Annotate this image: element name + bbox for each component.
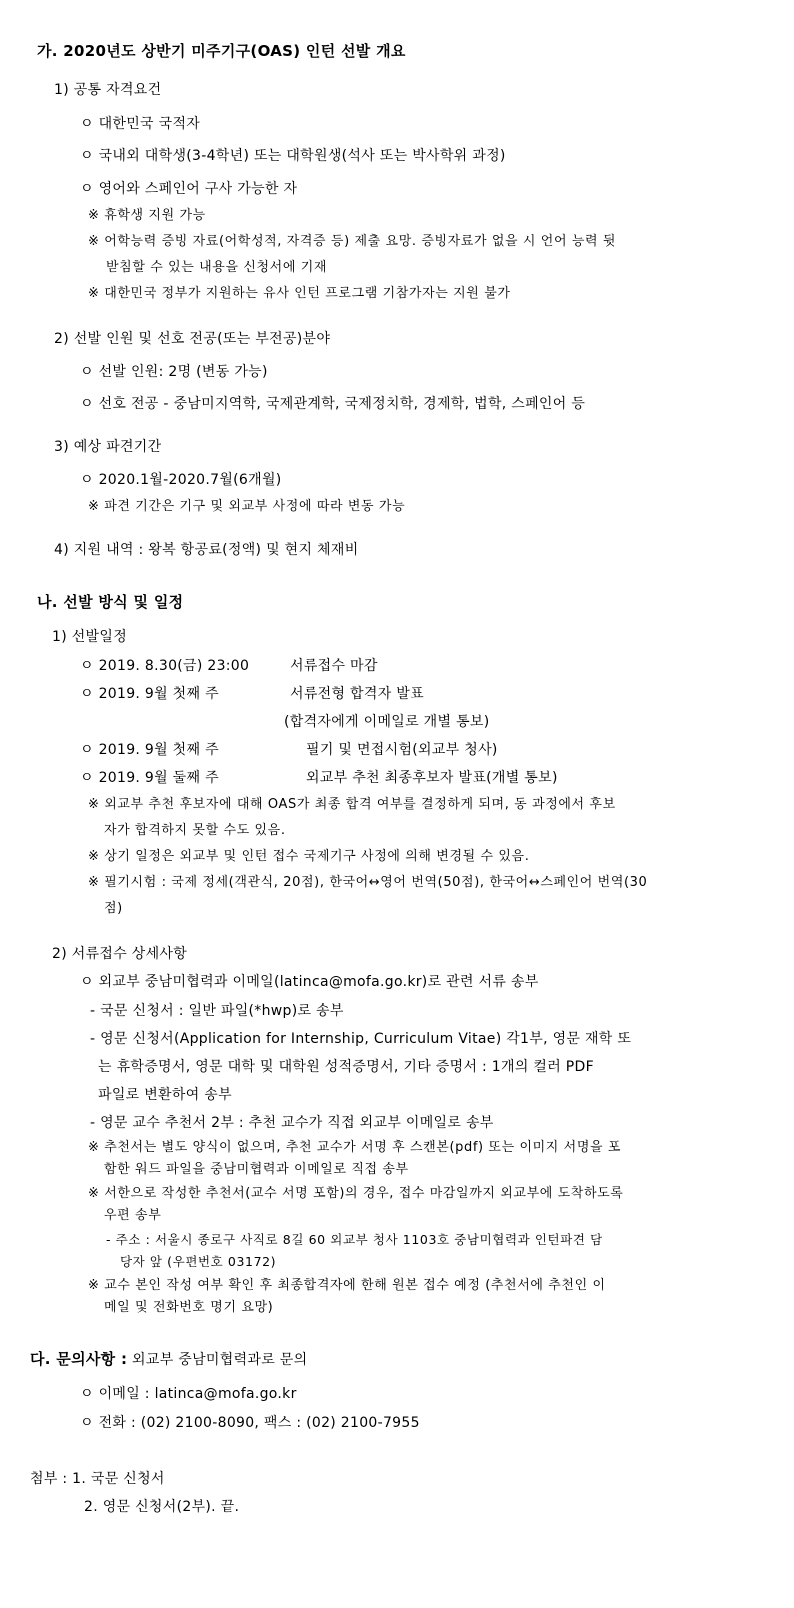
na-s2-main: ㅇ 외교부 중남미협력과 이메일(latinca@mofa.go.kr)로 관련 서류 송부 xyxy=(80,974,539,990)
ga-s4-title: 4) 지원 내역 : 왕복 항공료(정액) 및 현지 체재비 xyxy=(54,542,359,558)
contact-email: ㅇ 이메일 : latinca@mofa.go.kr xyxy=(80,1386,297,1402)
ga-s1-item-1: ㅇ 대한민국 국적자 xyxy=(80,116,201,132)
na-s2-note-2-cont: 우편 송부 xyxy=(104,1208,162,1223)
ga-s2-item-2: ㅇ 선호 전공 - 중남미지역학, 국제관계학, 국제정치학, 경제학, 법학, 스페인어 등 xyxy=(80,396,586,412)
na-s2-dash-2-cont1: 는 휴학증명서, 영문 대학 및 대학원 성적증명서, 기타 증명서 : 1개의 컬러 PDF xyxy=(98,1059,594,1075)
section-da-heading-rest: 외교부 중남미협력과로 문의 xyxy=(127,1352,308,1368)
na-s2-address-cont: 당자 앞 (우편번호 03172) xyxy=(120,1254,277,1269)
schedule-date-1: ㅇ 2019. 8.30(금) 23:00 xyxy=(80,658,250,674)
na-s2-note-1: ※ 추천서는 별도 양식이 없으며, 추천 교수가 서명 후 스캔본(pdf) 또는 이미지 서명을 포 xyxy=(88,1140,622,1155)
ga-s2-item-1: ㅇ 선발 인원: 2명 (변동 가능) xyxy=(80,364,268,380)
na-s2-note-1-cont: 함한 워드 파일을 중남미협력과 이메일로 직접 송부 xyxy=(104,1162,409,1177)
schedule-desc-1: 서류접수 마감 xyxy=(290,658,378,674)
ga-s1-title: 1) 공통 자격요건 xyxy=(54,82,162,98)
na-s1-note-3: ※ 필기시험 : 국제 정세(객관식, 20점), 한국어↔영어 번역(50점), 한국어↔스페인어 번역(30 xyxy=(88,875,648,890)
schedule-date-4: ㅇ 2019. 9월 둘째 주 xyxy=(80,770,219,786)
na-s2-address: - 주소 : 서울시 종로구 사직로 8길 60 외교부 청사 1103호 중남미협력과 인턴파견 담 xyxy=(106,1232,603,1247)
na-s2-dash-1: - 국문 신청서 : 일반 파일(*hwp)로 송부 xyxy=(90,1003,344,1019)
ga-s1-note-2: ※ 어학능력 증빙 자료(어학성적, 자격증 등) 제출 요망. 증빙자료가 없을 시 언어 능력 뒷 xyxy=(88,234,617,249)
ga-s2-title: 2) 선발 인원 및 선호 전공(또는 부전공)분야 xyxy=(54,331,331,347)
na-s1-note-2: ※ 상기 일정은 외교부 및 인턴 접수 국제기구 사정에 의해 변경될 수 있음. xyxy=(88,849,530,864)
section-da-heading-bold: 다. 문의사항 : xyxy=(30,1350,128,1368)
attachment-line-2: 2. 영문 신청서(2부). 끝. xyxy=(84,1499,240,1515)
schedule-date-3: ㅇ 2019. 9월 첫째 주 xyxy=(80,742,219,758)
ga-s1-item-2: ㅇ 국내외 대학생(3-4학년) 또는 대학원생(석사 또는 박사학위 과정) xyxy=(80,148,506,164)
section-ga-heading: 가. 2020년도 상반기 미주기구(OAS) 인턴 선발 개요 xyxy=(37,42,406,60)
ga-s1-note-3: ※ 대한민국 정부가 지원하는 유사 인턴 프로그램 기참가자는 지원 불가 xyxy=(88,286,511,301)
section-da-heading xyxy=(30,1349,307,1370)
schedule-desc-4: 외교부 추천 최종후보자 발표(개별 통보) xyxy=(306,770,558,786)
ga-s1-item-3: ㅇ 영어와 스페인어 구사 가능한 자 xyxy=(80,181,298,197)
attachment-line-1: 첨부 : 1. 국문 신청서 xyxy=(30,1471,165,1487)
na-s2-note-2: ※ 서한으로 작성한 추천서(교수 서명 포함)의 경우, 접수 마감일까지 외교부에 도착하도록 xyxy=(88,1186,624,1201)
schedule-desc-2-cont: (합격자에게 이메일로 개별 통보) xyxy=(284,714,490,730)
na-s1-note-1: ※ 외교부 추천 후보자에 대해 OAS가 최종 합격 여부를 결정하게 되며, 동 과정에서 후보 xyxy=(88,797,616,812)
section-na-heading: 나. 선발 방식 및 일정 xyxy=(37,593,184,611)
schedule-desc-2: 서류전형 합격자 발표 xyxy=(290,686,424,702)
na-s1-note-3-cont: 점) xyxy=(104,901,123,916)
na-s2-title: 2) 서류접수 상세사항 xyxy=(52,946,188,962)
na-s2-note-3: ※ 교수 본인 작성 여부 확인 후 최종합격자에 한해 원본 접수 예정 (추천서에 추천인 이 xyxy=(88,1278,606,1293)
schedule-desc-3: 필기 및 면접시험(외교부 청사) xyxy=(306,742,498,758)
na-s2-dash-3: - 영문 교수 추천서 2부 : 추천 교수가 직접 외교부 이메일로 송부 xyxy=(90,1115,494,1131)
contact-phone: ㅇ 전화 : (02) 2100-8090, 팩스 : (02) 2100-7955 xyxy=(80,1415,420,1431)
na-s2-note-3-cont: 메일 및 전화번호 명기 요망) xyxy=(104,1300,274,1315)
ga-s1-note-2-cont: 받침할 수 있는 내용을 신청서에 기재 xyxy=(106,260,328,275)
schedule-date-2: ㅇ 2019. 9월 첫째 주 xyxy=(80,686,219,702)
na-s2-dash-2: - 영문 신청서(Application for Internship, Curriculum Vitae) 각1부, 영문 재학 또 xyxy=(90,1031,632,1047)
ga-s1-note-1: ※ 휴학생 지원 가능 xyxy=(88,208,206,223)
na-s1-title: 1) 선발일정 xyxy=(52,629,128,645)
ga-s3-title: 3) 예상 파견기간 xyxy=(54,439,162,455)
na-s1-note-1-cont: 자가 합격하지 못할 수도 있음. xyxy=(104,823,286,838)
ga-s3-note: ※ 파견 기간은 기구 및 외교부 사정에 따라 변동 가능 xyxy=(88,499,406,514)
ga-s3-item: ㅇ 2020.1월-2020.7월(6개월) xyxy=(80,472,282,488)
na-s2-dash-2-cont2: 파일로 변환하여 송부 xyxy=(98,1087,232,1103)
